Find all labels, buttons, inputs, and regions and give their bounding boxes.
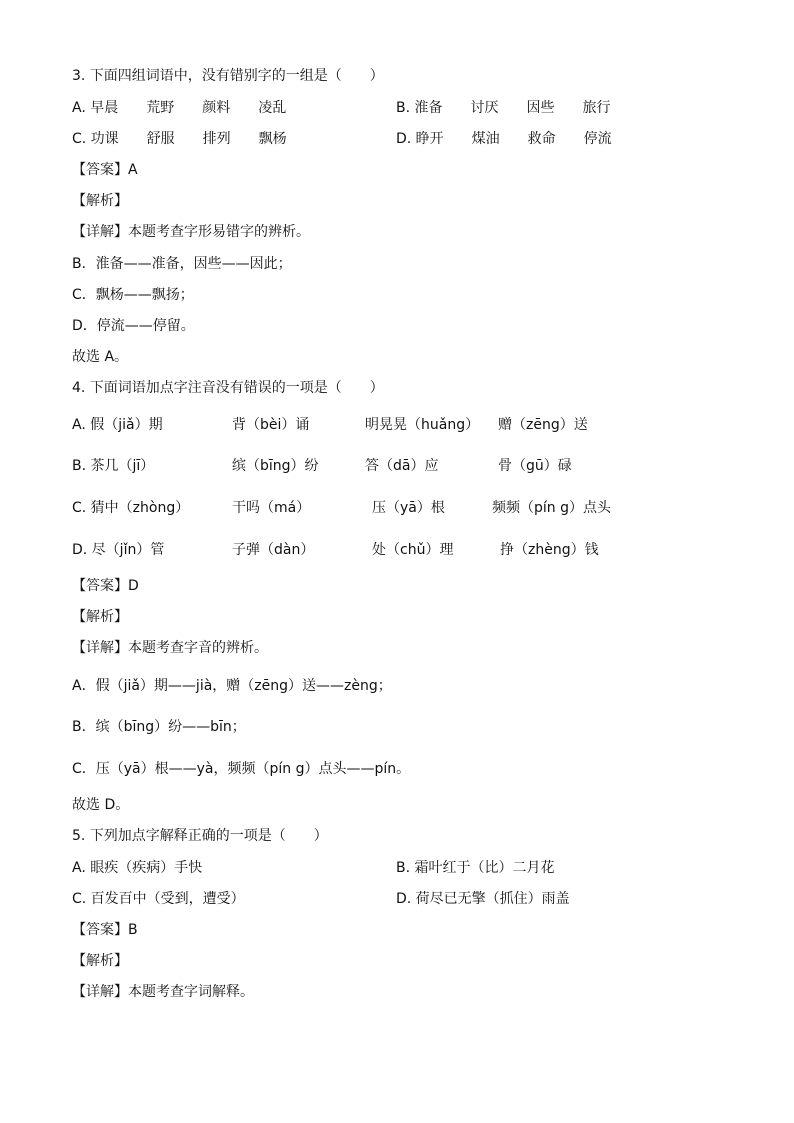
question-4-answer-tag: 【答案】	[72, 578, 128, 594]
question-3-option-a: A. 早晨 荒野 颜料 凌乱	[72, 100, 287, 116]
question-3-answer-line	[72, 162, 138, 179]
question-5-answer-line	[72, 922, 138, 939]
question-4-explain-c: C．压（yā）根——yà，频频（pín g）点头——pín。	[72, 761, 411, 777]
question-4-option-d-1: D. 尽（jǐn）管	[72, 542, 165, 558]
question-5-detail-text: 本题考查字词解释。	[128, 984, 254, 1000]
question-3-option-d: D. 睁开 煤油 救命 停流	[396, 131, 612, 147]
question-5-title: 5. 下列加点字解释正确的一项是（ ）	[72, 828, 328, 844]
question-4-detail-tag: 【详解】	[72, 640, 128, 656]
question-5-detail-tag: 【详解】	[72, 984, 128, 1000]
question-4-option-c-4: 频频（pín g）点头	[492, 500, 611, 516]
question-3-option-b: B. 淮备 讨厌 因些 旅行	[396, 100, 611, 116]
question-4-option-c-3: 压（yā）根	[372, 500, 445, 516]
question-4-option-b-4: 骨（gū）碌	[498, 458, 572, 474]
question-4-explain-a: A．假（jiǎ）期——jià，赠（zēng）送——zèng；	[72, 678, 392, 694]
question-3-title: 3. 下面四组词语中，没有错别字的一组是（ ）	[72, 68, 384, 84]
question-3-answer-tag: 【答案】	[72, 162, 128, 178]
question-5-answer-tag: 【答案】	[72, 922, 128, 938]
question-3-explain-d: D．停流——停留。	[72, 318, 195, 334]
question-4-explain-b: B．缤（bīng）纷——bīn；	[72, 719, 246, 735]
question-4-answer-value: D	[128, 578, 139, 594]
question-3-answer-value: A	[128, 162, 138, 178]
question-5-answer-value: B	[128, 922, 138, 938]
question-3-detail-line	[72, 224, 310, 241]
question-4-detail-text: 本题考查字音的辨析。	[128, 640, 268, 656]
question-4-analysis-tag: 【解析】	[72, 609, 128, 625]
question-3-explain-b: B．淮备——准备，因些——因此；	[72, 256, 292, 272]
question-5-option-c: C. 百发百中（受到，遭受）	[72, 891, 245, 907]
question-3-analysis-tag: 【解析】	[72, 193, 128, 209]
question-5-option-b: B. 霜叶红于（比）二月花	[396, 860, 555, 876]
question-4-option-a-1: A. 假（jiǎ）期	[72, 417, 163, 433]
question-3-detail-tag: 【详解】	[72, 224, 128, 240]
question-4-option-d-2: 子弹（dàn）	[232, 542, 315, 558]
question-3-option-c: C. 功课 舒服 排列 飘杨	[72, 131, 287, 147]
question-4-option-b-1: B. 茶几（jī）	[72, 458, 155, 474]
question-5-analysis-tag: 【解析】	[72, 953, 128, 969]
question-3-explain-c: C．飘杨——飘扬；	[72, 287, 194, 303]
question-4-option-c-1: C. 猜中（zhòng）	[72, 500, 190, 516]
question-5-option-d: D. 荷尽已无擎（抓住）雨盖	[396, 891, 570, 907]
question-4-detail-line	[72, 640, 268, 657]
question-3-conclusion: 故选 A。	[72, 349, 129, 365]
question-4-option-b-2: 缤（bīng）纷	[232, 458, 319, 474]
question-4-option-d-4: 挣（zhèng）钱	[500, 542, 599, 558]
question-4-option-a-4: 赠（zēng）送	[498, 417, 588, 433]
question-3-detail-text: 本题考查字形易错字的辨析。	[128, 224, 310, 240]
question-4-conclusion: 故选 D。	[72, 797, 130, 813]
question-5-detail-line	[72, 984, 254, 1001]
question-4-answer-line	[72, 578, 139, 595]
question-4-option-d-3: 处（chǔ）理	[372, 542, 454, 558]
question-4-option-b-3: 答（dā）应	[365, 458, 439, 474]
question-4-title: 4. 下面词语加点字注音没有错误的一项是（ ）	[72, 380, 384, 396]
question-5-option-a: A. 眼疾（疾病）手快	[72, 860, 203, 876]
question-4-option-c-2: 干吗（má）	[232, 500, 311, 516]
question-4-option-a-2: 背（bèi）诵	[232, 417, 310, 433]
question-4-option-a-3: 明晃晃（huǎng）	[365, 417, 480, 433]
